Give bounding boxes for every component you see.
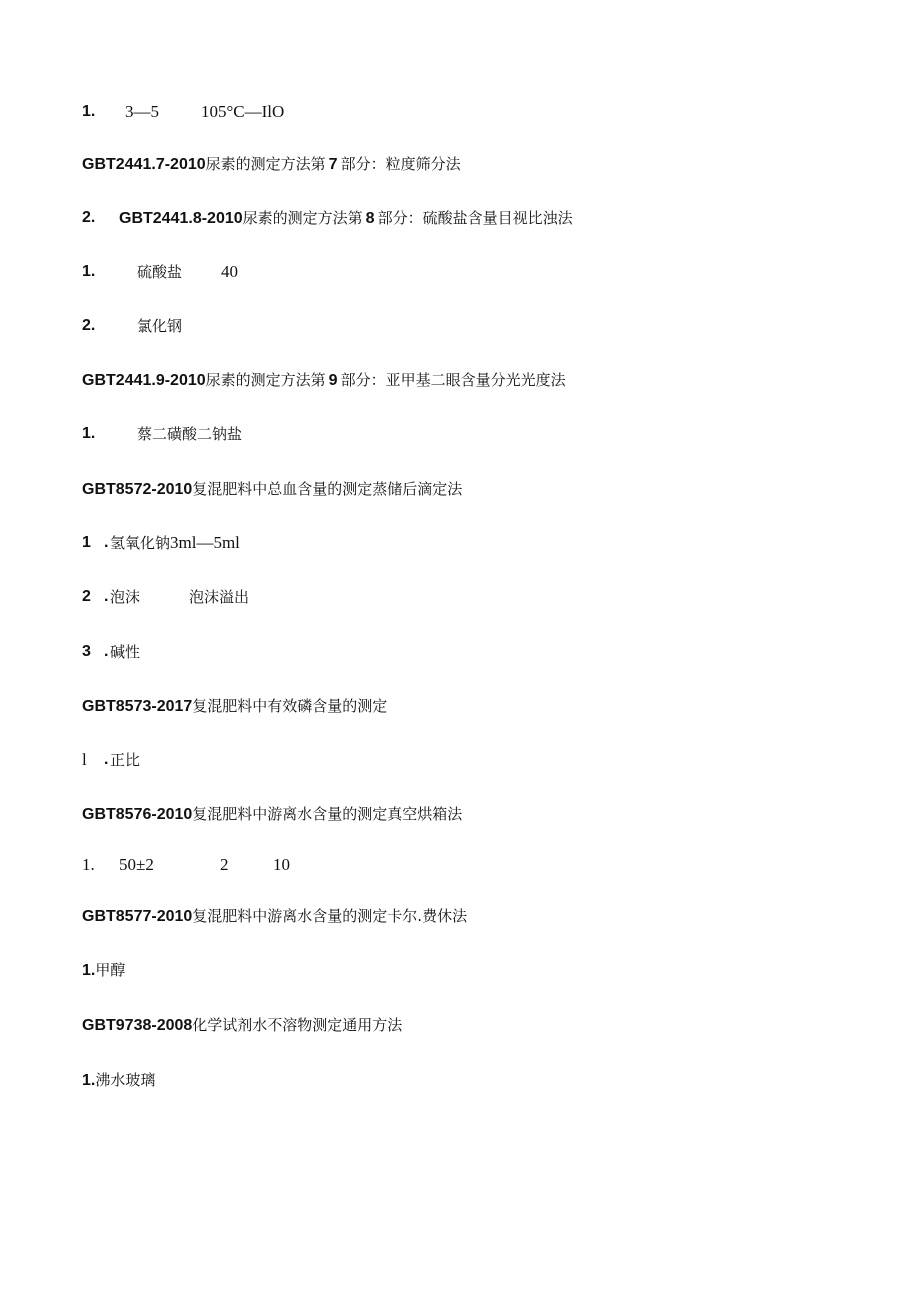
- item-value: 40: [221, 262, 238, 281]
- standard-code: GBT8573-2017: [82, 698, 193, 715]
- standard-heading: [82, 1013, 402, 1037]
- item-dot: .: [104, 588, 109, 605]
- item-number: 2: [82, 588, 91, 605]
- item-number: 1.: [82, 103, 96, 120]
- standard-code: GBT2441.8-2010: [119, 210, 243, 227]
- item-text: 氢氧化钠: [110, 534, 171, 552]
- item-text: 正比: [110, 751, 141, 769]
- standard-code: GBT8577-2010: [82, 908, 193, 925]
- item-dot: .: [104, 534, 109, 551]
- item-text: 沸水玻璃: [95, 1071, 156, 1089]
- item-text: 碱性: [110, 643, 141, 661]
- item-value: 3ml—5ml: [170, 533, 240, 552]
- list-item: [82, 1068, 155, 1092]
- item-text: 泡沫: [110, 588, 141, 606]
- item-number: 1: [82, 534, 91, 551]
- item-dot: .: [104, 643, 109, 660]
- item-number: 1.: [82, 425, 96, 442]
- standard-title: 复混肥料中游离水含量的测定真空烘箱法: [192, 805, 463, 823]
- standard-heading: [82, 477, 462, 501]
- duration-value: 10: [273, 855, 290, 874]
- item-number: l: [82, 750, 87, 769]
- standard-heading: [82, 802, 462, 826]
- standard-heading: [82, 694, 387, 718]
- standard-title: 尿素的测定方法第: [242, 209, 363, 227]
- standard-title-rest: 部分：亚甲基二眼含量分光光度法: [340, 371, 566, 389]
- temperature-value: 50±2: [119, 855, 154, 874]
- item-dot: .: [104, 751, 109, 768]
- item-number: 2.: [82, 209, 96, 226]
- item-text: 甲醇: [95, 961, 126, 979]
- standard-title-rest: 部分：粒度筛分法: [340, 155, 461, 173]
- item-number: 3: [82, 643, 91, 660]
- standard-title: 复混肥料中总血含量的测定蒸储后滴定法: [192, 480, 463, 498]
- pressure-value: 2: [220, 855, 229, 874]
- standard-heading: [82, 368, 566, 392]
- temperature-value: 105°C—IlO: [201, 102, 285, 121]
- standard-title: 尿素的测定方法第: [205, 371, 326, 389]
- standard-title: 复混肥料中有效磷含量的测定: [192, 697, 388, 715]
- item-number: 1.: [82, 263, 96, 280]
- standard-code: GBT9738-2008: [82, 1017, 193, 1034]
- item-number: 1.: [82, 962, 96, 979]
- item-text-2: 泡沫溢出: [189, 588, 250, 606]
- standard-code: GBT8572-2010: [82, 481, 193, 498]
- part-number: 9: [328, 372, 338, 389]
- standard-code: GBT2441.7-2010: [82, 156, 206, 173]
- standard-title: 尿素的测定方法第: [205, 155, 326, 173]
- standard-code: GBT2441.9-2010: [82, 372, 206, 389]
- item-number: 1.: [82, 1072, 96, 1089]
- range-value: 3—5: [125, 102, 159, 121]
- standard-title-rest: 部分：硫酸盐含量目视比浊法: [377, 209, 573, 227]
- standard-title: 复混肥料中游离水含量的测定卡尔.费休法: [192, 907, 468, 925]
- standard-code: GBT8576-2010: [82, 806, 193, 823]
- standard-heading: [82, 152, 461, 176]
- standard-heading: [82, 904, 467, 928]
- part-number: 8: [365, 210, 375, 227]
- item-number: 1.: [82, 855, 95, 874]
- item-text: 蔡二磺酸二钠盐: [137, 425, 243, 443]
- item-text: 硫酸盐: [137, 263, 183, 281]
- item-number: 2.: [82, 317, 96, 334]
- part-number: 7: [328, 156, 338, 173]
- item-text: 氯化钢: [137, 317, 183, 335]
- standard-title: 化学试剂水不溶物测定通用方法: [192, 1016, 403, 1034]
- list-item: [82, 958, 125, 982]
